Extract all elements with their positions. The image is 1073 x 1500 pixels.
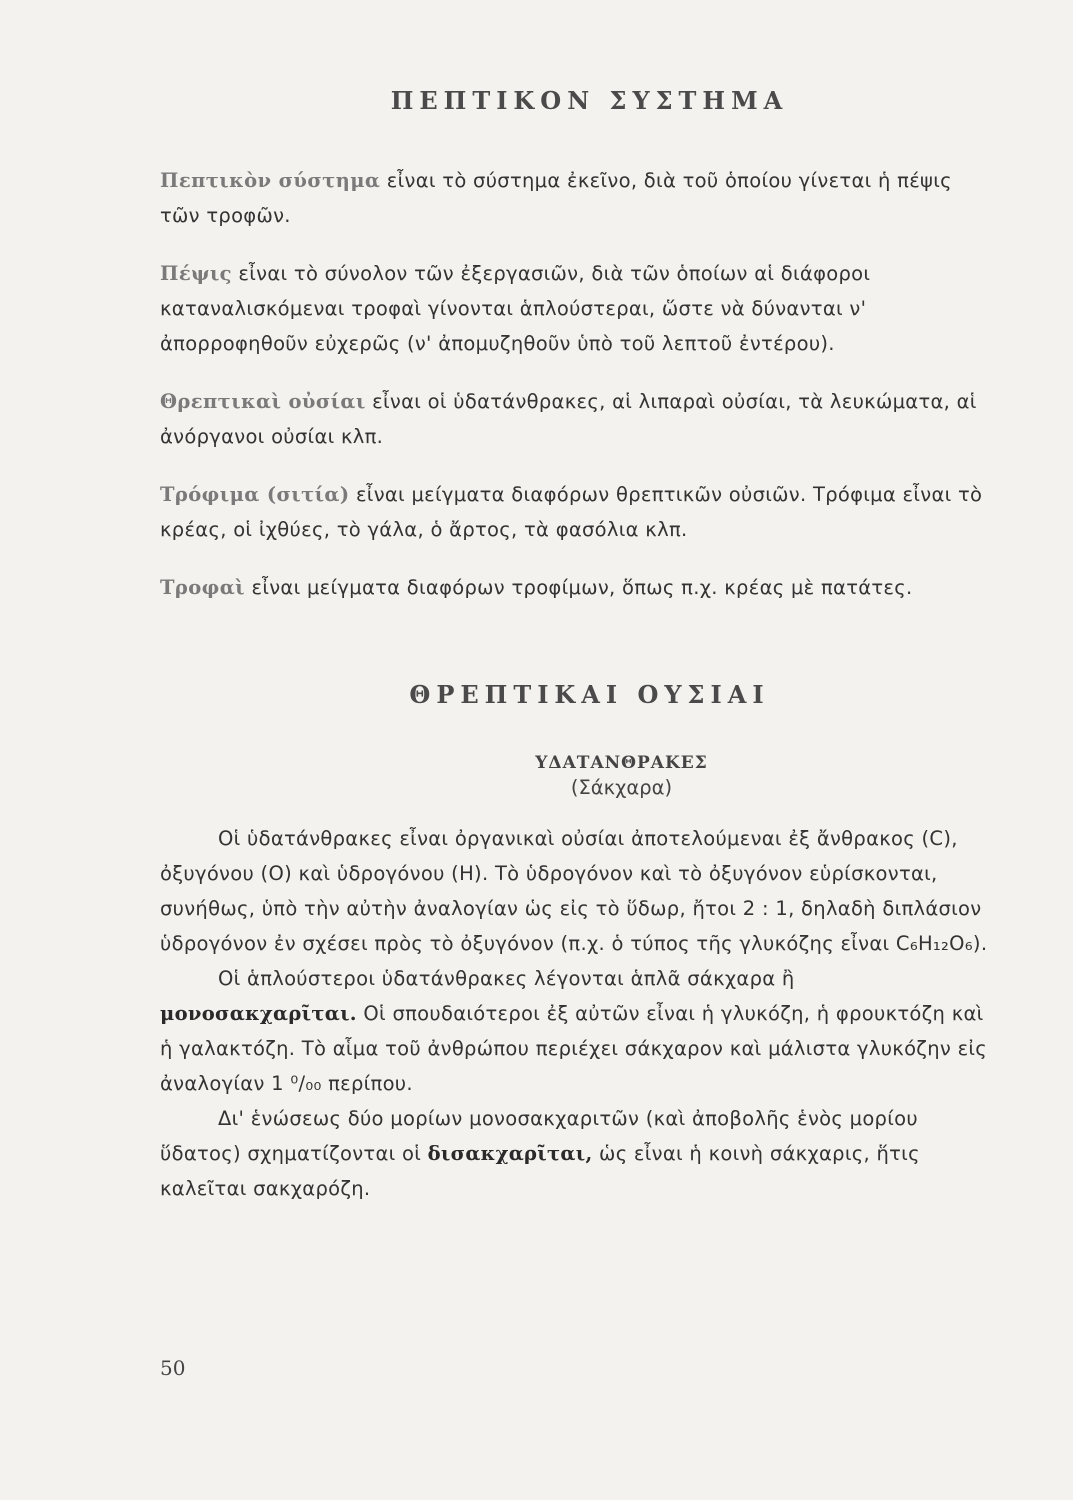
text-meals: εἶναι μείγματα διαφόρων τροφίμων, ὅπως π.χ. κρέας μὲ πατάτες.: [244, 576, 913, 599]
text-nutrients: εἶναι οἱ ὑδατάνθρακες, αἱ λιπαραὶ οὐσίαι, τὰ λευκώματα, αἱ ἀνόργανοι οὐσίαι κλπ.: [160, 390, 977, 448]
term-monosaccharides: μονοσακχαρῖται.: [160, 1002, 357, 1025]
paragraph-monosaccharides: [160, 961, 993, 1101]
section-title-nutrients: ΘΡΕΠΤΙΚΑΙ ΟΥΣΙΑΙ: [409, 680, 770, 709]
paragraph-nutrients: [160, 384, 993, 454]
text-monosaccharides-a: Οἱ ἁπλούστεροι ὑδατάνθρακες λέγονται ἁπλᾶ σάκχαρα ἢ: [218, 967, 795, 990]
term-foodstuffs: Τρόφιμα (σιτία): [160, 483, 350, 506]
text-disaccharides-a: Δι' ἑνώσεως δύο μορίων μονοσακχαριτῶν (καὶ ἀποβολῆς ἑνὸς μορίου ὕδατος) σχηματίζονται οἱ: [160, 1107, 918, 1165]
paragraph-digestion: [160, 256, 993, 361]
text-foodstuffs: εἶναι μείγματα διαφόρων θρεπτικῶν οὐσιῶν. Τρόφιμα εἶναι τὸ κρέας, οἱ ἰχθύες, τὸ γάλα, ὁ ἄρτος, τὰ φασόλια κλπ.: [160, 483, 983, 541]
term-disaccharides: δισακχαρῖται,: [427, 1142, 593, 1165]
section-title-digestive-system: ΠΕΠΤΙΚΟΝ ΣΥΣΤΗΜΑ: [390, 86, 789, 115]
text-digestion: εἶναι τὸ σύνολον τῶν ἐξεργασιῶν, διὰ τῶν ὁποίων αἱ διάφοροι καταναλισκόμεναι τροφαὶ γίνονται ἁπλούστεραι, ὥστε νὰ δύνανται ν' ἀπορροφηθοῦν εὐχερῶς (ν' ἀπομυζηθοῦν ὑπὸ τοῦ λεπτοῦ ἐντέρου).: [160, 262, 871, 355]
paragraph-disaccharides: [160, 1101, 993, 1206]
text-digestive-system: εἶναι τὸ σύστημα ἐκεῖνο, διὰ τοῦ ὁποίου γίνεται ἡ πέψις τῶν τροφῶν.: [160, 169, 952, 227]
term-digestion: Πέψις: [160, 262, 232, 285]
paragraph-meals: [160, 570, 993, 605]
paragraph-foodstuffs: [160, 477, 993, 547]
term-digestive-system: Πεπτικὸν σύστημα: [160, 169, 381, 192]
term-meals: Τροφαὶ: [160, 576, 245, 599]
subtitle-sugars: (Σάκχαρα): [570, 776, 673, 799]
subtitle-carbohydrates: ΥΔΑΤΑΝΘΡΑΚΕΣ: [535, 753, 708, 773]
paragraph-digestive-system: [160, 163, 993, 233]
text-disaccharides-b: ὡς εἶναι ἡ κοινὴ σάκχαρις, ἥτις καλεῖται σακχαρόζη.: [160, 1142, 920, 1200]
text-monosaccharides-b: Οἱ σπουδαιότεροι ἐξ αὐτῶν εἶναι ἡ γλυκόζη, ἡ φρουκτόζη καὶ ἡ γαλακτόζη. Τὸ αἷμα τοῦ ἀνθρώπου περιέχει σάκχαρον καὶ μάλιστα γλυκόζην εἰς ἀναλογίαν 1 ⁰/₀₀ περίπου.: [160, 1002, 988, 1095]
page-number: 50: [160, 1356, 186, 1380]
paragraph-carbohydrates-definition: Οἱ ὑδατάνθρακες εἶναι ὀργανικαὶ οὐσίαι ἀποτελούμεναι ἐξ ἄνθρακος (C), ὀξυγόνου (O) καὶ ὑδρογόνου (H). Τὸ ὑδρογόνον καὶ τὸ ὀξυγόνον εὑρίσκονται, συνήθως, ὑπὸ τὴν αὐτὴν ἀναλογίαν ὡς εἰς τὸ ὕδωρ, ἤτοι 2 : 1, δηλαδὴ διπλάσιον ὑδρογόνον ἐν σχέσει πρὸς τὸ ὀξυγόνον (π.χ. ὁ τύπος τῆς γλυκόζης εἶναι C₆H₁₂O₆).: [160, 827, 988, 955]
term-nutrients: Θρεπτικαὶ οὐσίαι: [160, 390, 366, 413]
